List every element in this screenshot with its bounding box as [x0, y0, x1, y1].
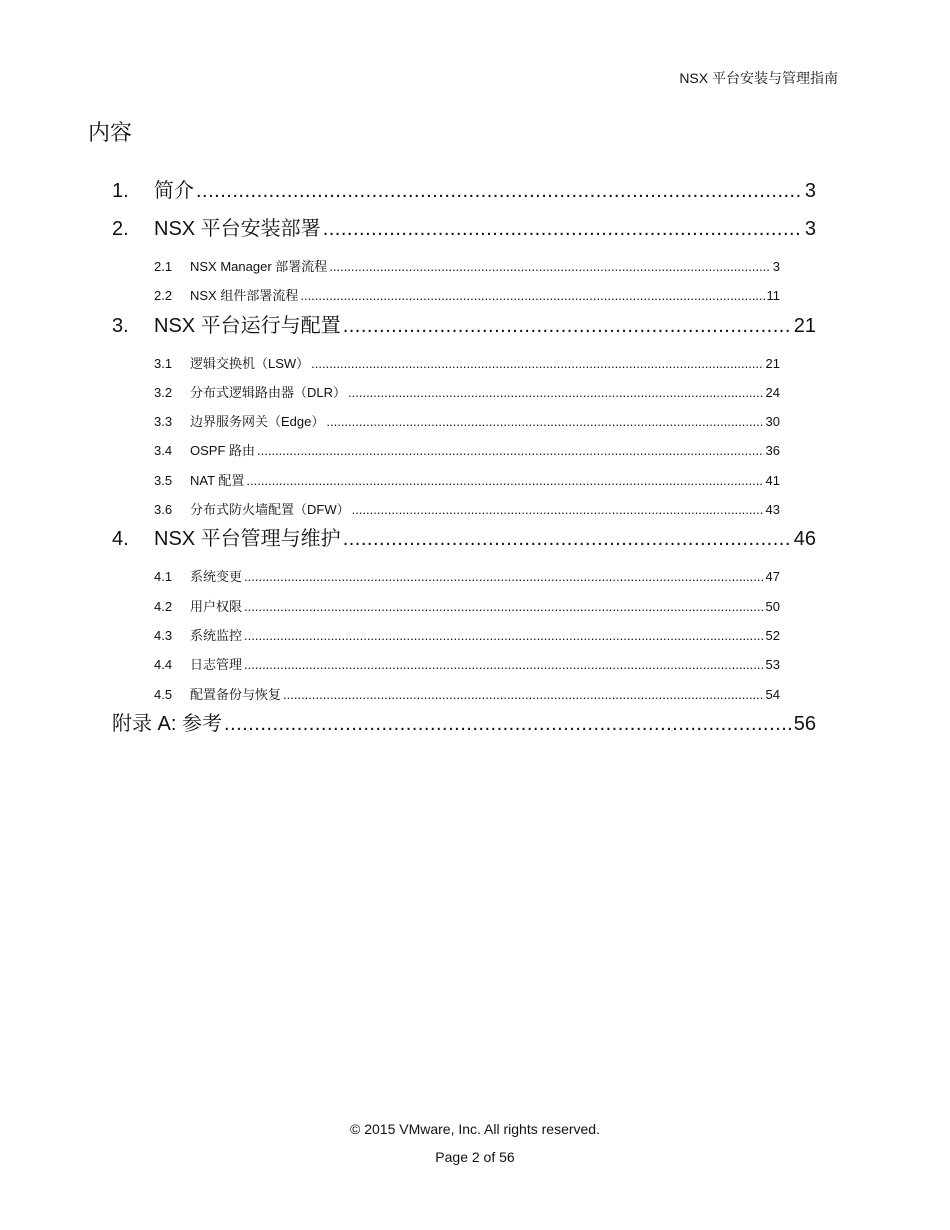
toc-entry-number: 3.5	[154, 472, 173, 488]
toc-dot-leader	[329, 252, 771, 281]
toc-entry-title: OSPF 路由	[190, 443, 256, 459]
toc-dot-leader	[257, 436, 764, 465]
toc-entry-number: 3.3	[154, 414, 173, 430]
toc-entry-page: 3	[804, 180, 816, 202]
toc-entry-section[interactable]	[112, 252, 780, 281]
toc-entry-page: 30	[765, 414, 780, 430]
toc-entry-number: 4.	[112, 528, 129, 551]
toc-dot-leader	[311, 349, 763, 378]
toc-entry-page: 56	[793, 712, 816, 735]
toc-entry-section[interactable]	[112, 495, 780, 524]
toc-dot-leader	[246, 466, 763, 495]
toc-entry-number: 4.4	[154, 657, 173, 673]
toc-entry-page: 52	[765, 627, 780, 643]
toc-entry-page: 46	[793, 528, 816, 551]
toc-entry-title: 边界服务网关（Edge）	[190, 414, 325, 430]
toc-entry-number: 1.	[112, 180, 129, 202]
toc-entry-section[interactable]	[112, 281, 780, 310]
toc-dot-leader	[352, 495, 764, 524]
toc-entry-page: 54	[765, 686, 780, 702]
toc-entry-title: 用户权限	[190, 598, 243, 614]
toc-entry-page: 11	[766, 288, 780, 304]
toc-entry-chapter[interactable]	[112, 709, 816, 747]
toc-dot-leader	[196, 176, 803, 206]
toc-entry-section[interactable]	[112, 378, 780, 407]
toc-dot-leader	[244, 592, 764, 621]
toc-dot-leader	[348, 378, 764, 407]
toc-entry-page: 21	[793, 314, 816, 337]
toc-entry-chapter[interactable]	[112, 524, 816, 562]
toc-entry-section[interactable]	[112, 436, 780, 465]
toc-entry-number: 3.2	[154, 384, 173, 400]
toc-dot-leader	[244, 621, 764, 650]
toc-entry-title: NSX 组件部署流程	[190, 288, 299, 304]
toc-entry-number: 4.1	[154, 569, 173, 585]
toc-entry-section[interactable]	[112, 680, 780, 709]
running-header: NSX 平台安装与管理指南	[679, 70, 838, 86]
toc-entry-title: 日志管理	[190, 657, 243, 673]
toc-entry-chapter[interactable]	[112, 311, 816, 349]
toc-entry-title: NSX Manager 部署流程	[190, 259, 328, 274]
toc-entry-page: 41	[765, 472, 780, 488]
toc-entry-number: 2.1	[154, 259, 173, 274]
toc-entry-title: NAT 配置	[190, 472, 245, 488]
toc-entry-section[interactable]	[112, 621, 780, 650]
toc-entry-title: NSX 平台运行与配置	[154, 314, 341, 337]
footer-page-number: Page 2 of 56	[435, 1149, 515, 1165]
toc-entry-chapter[interactable]	[112, 214, 816, 252]
toc-entry-chapter[interactable]	[112, 176, 816, 214]
toc-entry-number: 2.	[112, 218, 129, 240]
toc-entry-number: 4.5	[154, 686, 173, 702]
toc-entry-number: 2.2	[154, 288, 173, 304]
toc-entry-page: 53	[765, 657, 780, 673]
toc-dot-leader	[244, 562, 764, 591]
toc-entry-number: 4.3	[154, 627, 173, 643]
toc-entry-page: 43	[765, 502, 780, 518]
toc-dot-leader	[323, 214, 803, 244]
toc-entry-title: 逻辑交换机（LSW）	[190, 355, 310, 371]
toc-entry-title: 附录 A: 参考	[112, 712, 223, 735]
toc-dot-leader	[343, 311, 792, 341]
toc-entry-title: 简介	[154, 180, 194, 202]
toc-dot-leader	[343, 524, 792, 554]
toc-entry-page: 47	[765, 569, 780, 585]
toc-entry-page: 3	[772, 259, 780, 274]
toc-dot-leader	[326, 407, 763, 436]
footer-copyright: © 2015 VMware, Inc. All rights reserved.	[350, 1121, 600, 1137]
toc-entry-page: 21	[765, 355, 780, 371]
toc-entry-number: 3.1	[154, 355, 173, 371]
toc-entry-section[interactable]	[112, 650, 780, 679]
toc-entry-number: 3.4	[154, 443, 173, 459]
toc-entry-section[interactable]	[112, 592, 780, 621]
toc-entry-title: 配置备份与恢复	[190, 686, 282, 702]
toc-entry-number: 3.6	[154, 502, 173, 518]
table-of-contents	[112, 176, 816, 747]
toc-dot-leader	[224, 709, 792, 739]
toc-entry-number: 4.2	[154, 598, 173, 614]
toc-entry-section[interactable]	[112, 407, 780, 436]
toc-entry-section[interactable]	[112, 349, 780, 378]
toc-entry-title: 系统变更	[190, 569, 243, 585]
toc-entry-title: 分布式防火墙配置（DFW）	[190, 502, 350, 518]
toc-entry-title: 分布式逻辑路由器（DLR）	[190, 384, 347, 400]
toc-entry-title: NSX 平台管理与维护	[154, 528, 341, 551]
toc-dot-leader	[244, 650, 764, 679]
toc-entry-page: 50	[765, 598, 780, 614]
toc-dot-leader	[283, 680, 764, 709]
toc-entry-page: 3	[804, 218, 816, 240]
toc-entry-section[interactable]	[112, 562, 780, 591]
toc-entry-title: NSX 平台安装部署	[154, 218, 321, 240]
toc-entry-section[interactable]	[112, 466, 780, 495]
toc-entry-page: 24	[765, 384, 780, 400]
toc-title: 内容	[88, 120, 133, 145]
toc-entry-page: 36	[765, 443, 780, 459]
toc-entry-number: 3.	[112, 314, 129, 337]
toc-dot-leader	[300, 281, 764, 310]
toc-entry-title: 系统监控	[190, 627, 243, 643]
